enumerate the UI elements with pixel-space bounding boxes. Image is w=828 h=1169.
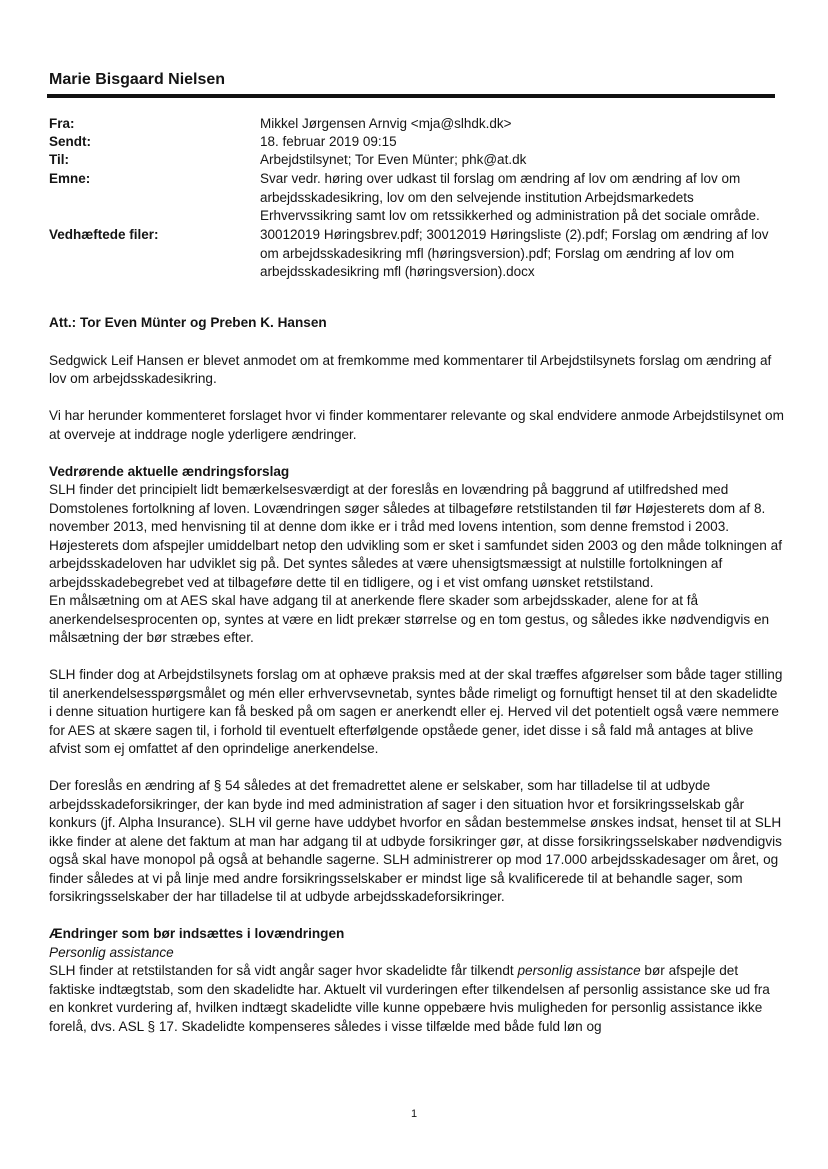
- section-54-paragraph: Der foreslås en ændring af § 54 således at det fremadrettet alene er selskaber, som har tilladelse til at udbyde arbejdsskadeforsikringer, der kan byde ind med administration af sager i den situation hvor et forsikringsselskab går konkurs (jf. Alpha Insurance). SLH vil gerne have uddybet hvorfor en sådan bestemmelse ønskes indsat, henset til at SLH ikke finder at alene det faktum at man har adgang til at udbyde forsikringer gør, at disse forsikringsselskaber nødvendigvis også skal have monopol på også at behandle sagerne. SLH administrerer op mod 17.000 arbejdsskadesager om året, og finder således at vi på linje med andre forsikringsselskaber er mindst lige så kvalificerede til at behandle sager, som forsikringsselskaber der har tilladelse til at udbyde arbejdsskadeforsikringer.: [49, 778, 782, 904]
- attachments-value: 30012019 Høringsbrev.pdf; 30012019 Høringsliste (2).pdf; Forslag om ændring af lov om arbejdsskadesikring mfl (høringsversion).pdf; Forslag om ændring af lov om arbejdsskadesikring mfl (høringsversion).docx: [260, 227, 769, 279]
- to-value: Arbejdstilsynet; Tor Even Münter; phk@at.dk: [260, 152, 527, 167]
- pa-text-end: bør afspejle det faktiske indtægtstab, som den skadelidte har. Aktuelt vil vurderingen efter tilkendelsen af personlig assistance ske ud fra en konkret vurdering af, hvilken indtægt skadelidte ville kunne oppebære hvis muligheden for personlig assistance ikke forelå, dvs. ASL § 17. Skadelidte kompenseres således i visse tilfælde med både fuld løn og: [49, 963, 770, 1034]
- pa-italic-term: personlig assistance: [517, 963, 641, 978]
- intro-paragraph: Sedgwick Leif Hansen er blevet anmodet om at fremkomme med kommentarer til Arbejdstilsynets forslag om ændring af lov om arbejdsskadesikring.: [49, 352, 772, 386]
- from-value: Mikkel Jørgensen Arnvig <mja@slhdk.dk>: [260, 116, 512, 131]
- scope-paragraph: Vi har herunder kommenteret forslaget hvor vi finder kommentarer relevante og skal endvidere anmode Arbejdstilsynet om at overveje at inddrage nogle yderligere ændringer.: [49, 408, 784, 442]
- personal-assistance-paragraph: [49, 962, 784, 1036]
- to-label: Til:: [49, 152, 69, 167]
- attention-line: Att.: Tor Even Münter og Preben K. Hansen: [49, 315, 327, 330]
- letter-body: [49, 314, 784, 1036]
- section-1-paragraph-c: En målsætning om at AES skal have adgang til at anerkende flere skader som arbejdsskader, alene for at få anerkendelsesprocenten op, syntes at være en lidt prekær størrelse og en tom gestus, og således ikke nødvendigvis en målsætning der bør stræbes efter.: [49, 593, 770, 645]
- header-rule: [47, 94, 775, 98]
- subject-value: Svar vedr. høring over udkast til forslag om ændring af lov om ændring af lov om arbejdsskadesikring, lov om den selvejende institution Arbejdsmarkedets Erhvervssikring samt lov om retssikkerhed og administration på det sociale område.: [260, 171, 760, 223]
- section-heading-changes: Ændringer som bør indsættes i lovændringen: [49, 926, 345, 941]
- section-1-paragraph-a: SLH finder det principielt lidt bemærkelsesværdigt at der foreslås en lovændring på baggrund af utilfredshed med Domstolenes fortolkning af loven. Lovændringen søger således at tilbageføre retstilstanden til før Højesterets dom af 8. november 2013, med henvisning til at denne dom ikke er i tråd med lovens intention, som denne fremstod i 2003.: [49, 482, 766, 534]
- section-heading-current: Vedrørende aktuelle ændringsforslag: [49, 463, 290, 479]
- sender-name: Marie Bisgaard Nielsen: [49, 71, 226, 88]
- subheading-personal-assistance: Personlig assistance: [49, 944, 174, 960]
- attachments-label: Vedhæftede filer:: [49, 227, 159, 242]
- section-1-paragraph-b: Højesterets dom afspejler umiddelbart netop den udvikling som er sket i samfundet siden 2003 og den måde tolkningen af arbejdsskadeloven har udviklet sig på. Det syntes således at være uhensigtsmæssigt at nulstille fortolkningen af arbejdsskadebegrebet ved at tilbageføre dette til en tidligere, og i et vist omfang uønsket retstilstand.: [49, 537, 782, 590]
- sent-value: 18. februar 2019 09:15: [260, 134, 397, 149]
- pa-text-start: SLH finder at retstilstanden for så vidt angår sager hvor skadelidte får tilkendt: [49, 963, 518, 978]
- decision-paragraph: SLH finder dog at Arbejdstilsynets forslag om at ophæve praksis med at der skal træffes afgørelser som både tager stilling til anerkendelsesspørgsmålet og mén eller erhvervsevnetab, syntes både rimeligt og fornuftigt henset til at den skadelidte i denne situation hurtigere kan få besked på om sagen er anerkendt eller ej. Herved vil det potentielt også være nemmere for AES at skære sagen til, i forhold til eventuelt efterfølgende opståede gener, idet disse i så fald må antages at blive afvist som ej omfattet af den oprindelige anerkendelse.: [49, 667, 783, 756]
- from-label: Fra:: [49, 116, 75, 131]
- page-number: 1: [410, 1108, 418, 1120]
- subject-label: Emne:: [49, 171, 91, 186]
- sent-label: Sendt:: [49, 134, 91, 149]
